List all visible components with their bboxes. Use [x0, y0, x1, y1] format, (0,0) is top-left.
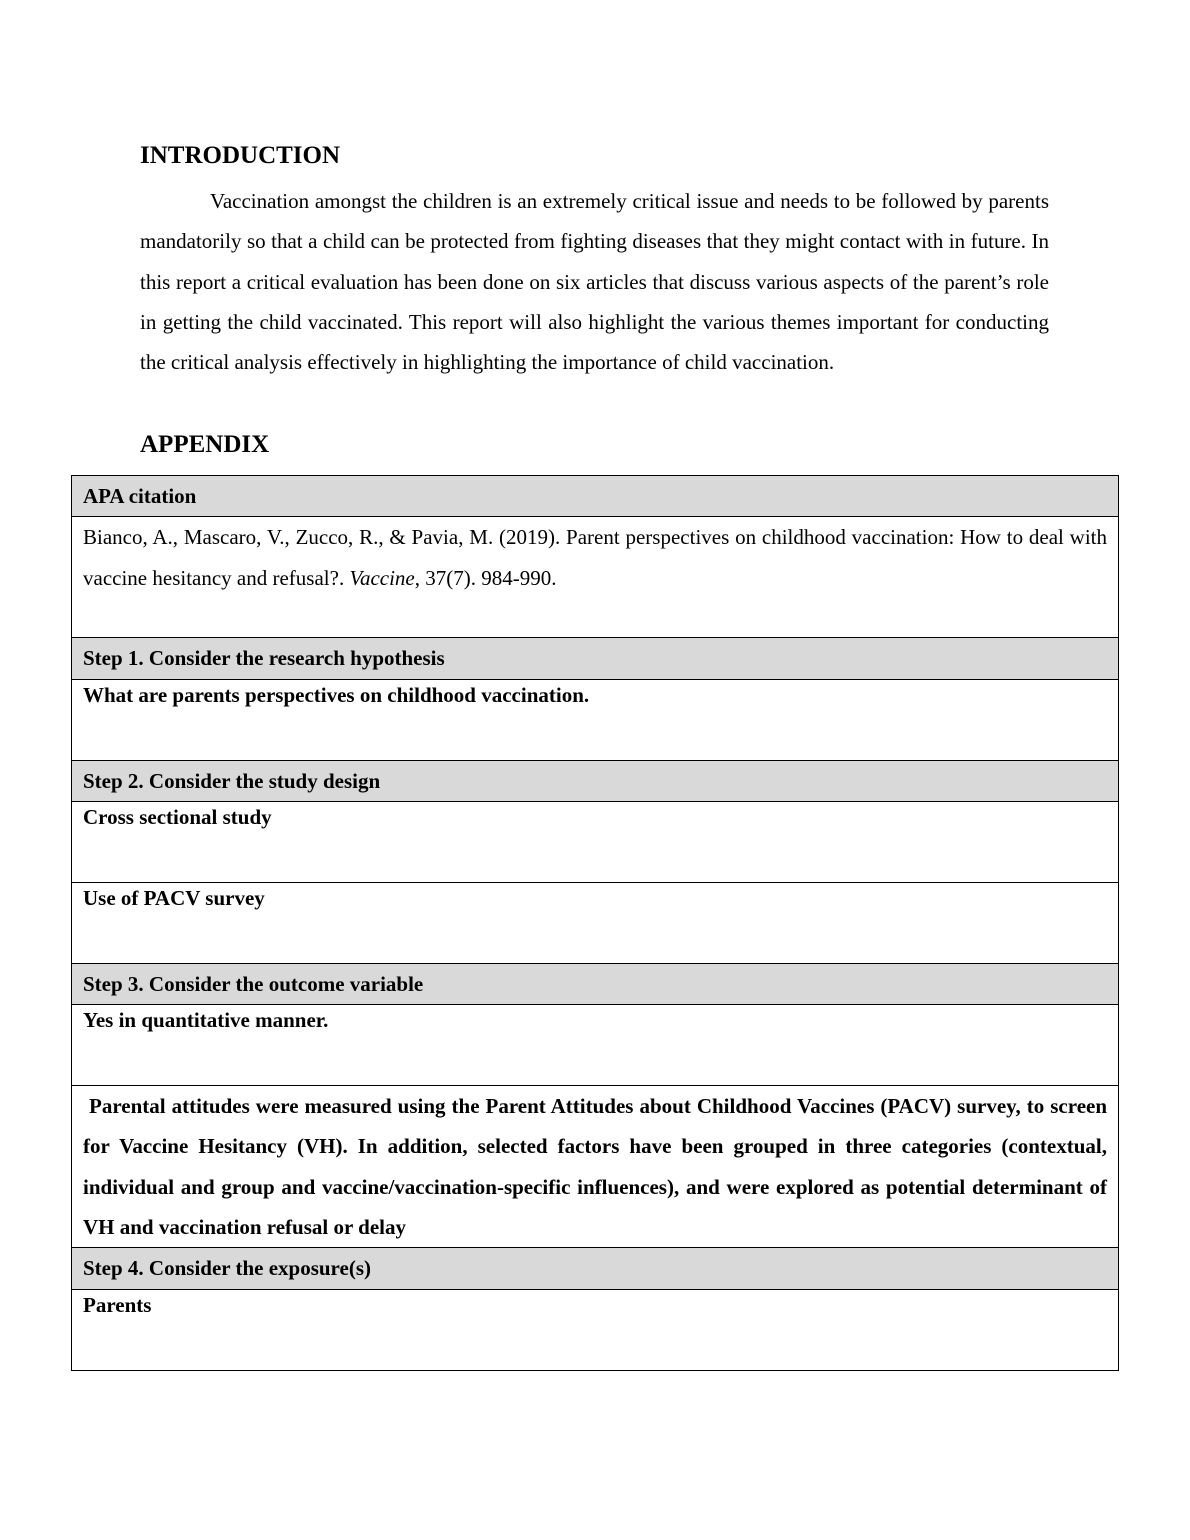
step3-answer-detail: Parental attitudes were measured using the Parent Attitudes about Childhood Vaccines (PACV) survey, to screen for Vaccine Hesitancy (VH). In addition, selected factors have been grouped in three categories (contextual, individual and group and vaccine/vaccination-specific influences), and were explored as potential determinant of VH and vaccination refusal or delay	[72, 1086, 1119, 1248]
step2-header: Step 2. Consider the study design	[72, 760, 1119, 801]
citation-volume: , 37(7). 984-990.	[414, 565, 557, 590]
introduction-heading: INTRODUCTION	[140, 142, 341, 169]
step4-answer: Parents	[72, 1289, 1119, 1370]
step3-answer-row-1	[72, 1005, 1119, 1086]
citation-row	[72, 517, 1119, 638]
step4-header: Step 4. Consider the exposure(s)	[72, 1248, 1119, 1289]
step1-answer: What are parents perspectives on childhood vaccination.	[72, 679, 1119, 760]
introduction-paragraph: Vaccination amongst the children is an extremely critical issue and needs to be followed by parents mandatorily so that a child can be protected from fighting diseases that they might contact with in future. In this report a critical evaluation has been done on six articles that discuss various aspects of the parent’s role in getting the child vaccinated. This report will also highlight the various themes important for conducting the critical analysis effectively in highlighting the importance of child vaccination.	[140, 189, 1049, 375]
step1-answer-row	[72, 679, 1119, 760]
step2-answer-study-design: Cross sectional study	[72, 801, 1119, 882]
step2-answer-row-2	[72, 882, 1119, 963]
citation-text: Bianco, A., Mascaro, V., Zucco, R., & Pavia, M. (2019). Parent perspectives on childhood vaccination: How to deal with vaccine hesitancy and refusal?.	[83, 525, 1107, 590]
step2-answer-survey: Use of PACV survey	[72, 882, 1119, 963]
step1-header-row	[72, 638, 1119, 679]
apa-citation-header: APA citation	[72, 476, 1119, 517]
step2-header-row	[72, 760, 1119, 801]
step3-answer-quantitative: Yes in quantitative manner.	[72, 1005, 1119, 1086]
step4-answer-row	[72, 1289, 1119, 1370]
apa-header-row	[72, 476, 1119, 517]
step2-answer-row-1	[72, 801, 1119, 882]
appendix-table	[71, 475, 1119, 1371]
step3-header-row	[72, 963, 1119, 1004]
step3-header: Step 3. Consider the outcome variable	[72, 963, 1119, 1004]
step1-header: Step 1. Consider the research hypothesis	[72, 638, 1119, 679]
step4-header-row	[72, 1248, 1119, 1289]
apa-citation-cell	[72, 517, 1119, 638]
appendix-heading: APPENDIX	[140, 431, 270, 458]
step3-answer-row-2	[72, 1086, 1119, 1248]
citation-journal: Vaccine	[349, 565, 415, 590]
